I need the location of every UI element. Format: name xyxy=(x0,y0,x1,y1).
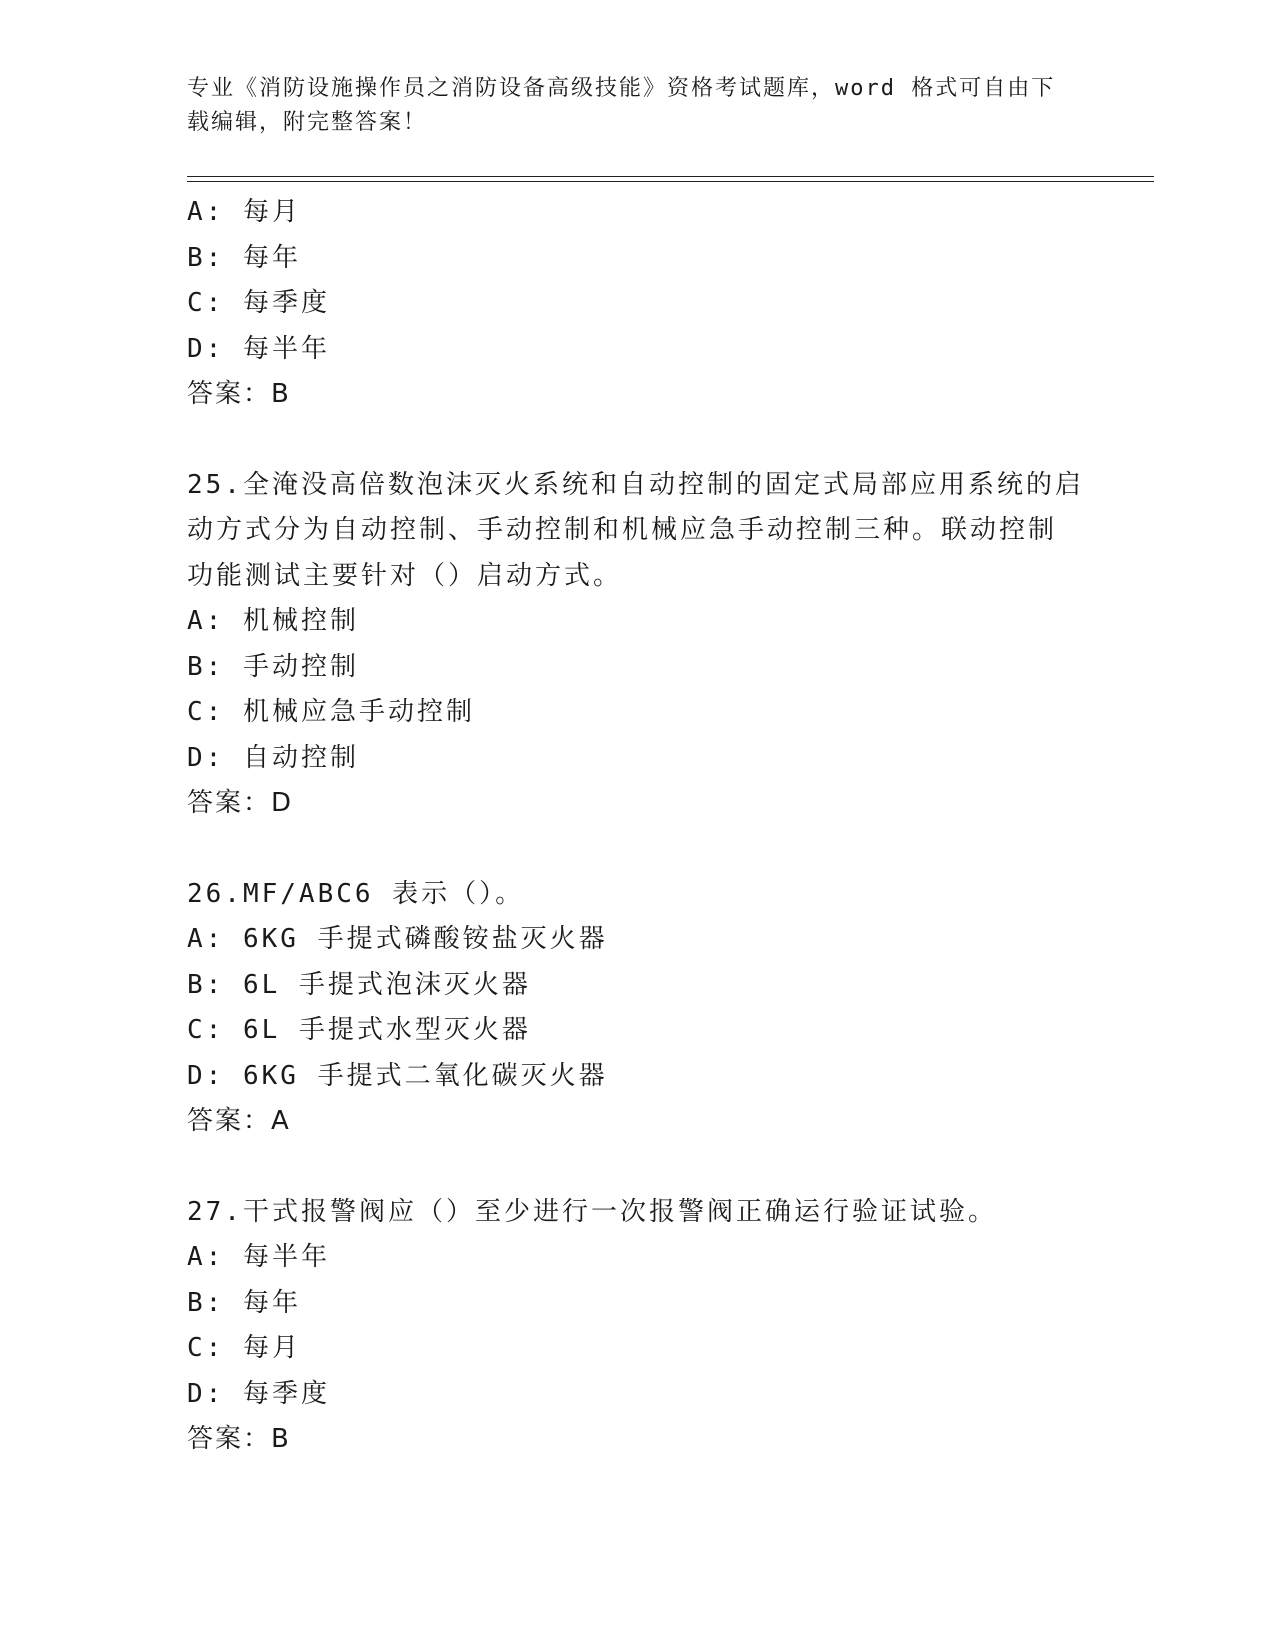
question-stem-line: 动方式分为自动控制、手动控制和机械应急手动控制三种。联动控制 xyxy=(187,515,1058,545)
header-line-1: 专业《消防设施操作员之消防设备高级技能》资格考试题库，word 格式可自由下 xyxy=(187,76,1056,101)
question-block xyxy=(187,190,1087,418)
option-b: B: 每年 xyxy=(187,242,301,273)
option-b: B: 6L 手提式泡沫灭火器 xyxy=(187,969,531,1000)
option-c: C: 6L 手提式水型灭火器 xyxy=(187,1015,531,1045)
question-stem-line: 27.干式报警阀应（）至少进行一次报警阀正确运行验证试验。 xyxy=(187,1196,997,1227)
answer-line: 答案：B xyxy=(187,379,291,409)
header-divider-bottom xyxy=(187,181,1154,182)
option-c: C: 每季度 xyxy=(187,288,330,318)
option-a: A: 每半年 xyxy=(187,1242,330,1272)
option-a: A: 每月 xyxy=(187,197,301,227)
answer-line: 答案：A xyxy=(187,1106,291,1136)
option-d: D: 6KG 手提式二氧化碳灭火器 xyxy=(187,1060,608,1091)
option-c: C: 每月 xyxy=(187,1333,301,1363)
question-list xyxy=(187,190,1087,1463)
option-d: D: 自动控制 xyxy=(187,742,359,773)
question-stem-line: 25.全淹没高倍数泡沫灭火系统和自动控制的固定式局部应用系统的启 xyxy=(187,469,1084,500)
question-stem-line: 功能测试主要针对（）启动方式。 xyxy=(187,560,623,591)
option-b: B: 每年 xyxy=(187,1287,301,1318)
header-line-2: 载编辑，附完整答案！ xyxy=(187,110,428,135)
option-d: D: 每半年 xyxy=(187,333,330,364)
option-b: B: 手动控制 xyxy=(187,651,359,682)
answer-line: 答案：B xyxy=(187,1424,291,1454)
option-a: A: 6KG 手提式磷酸铵盐灭火器 xyxy=(187,924,608,954)
answer-line: 答案：D xyxy=(187,788,294,818)
page-header xyxy=(187,72,1067,140)
header-divider-top xyxy=(187,176,1154,177)
option-a: A: 机械控制 xyxy=(187,606,359,636)
question-block xyxy=(187,463,1087,827)
question-block xyxy=(187,1190,1087,1463)
option-c: C: 机械应急手动控制 xyxy=(187,697,475,727)
question-block xyxy=(187,872,1087,1145)
option-d: D: 每季度 xyxy=(187,1378,330,1409)
question-stem-line: 26.MF/ABC6 表示（）。 xyxy=(187,878,525,909)
